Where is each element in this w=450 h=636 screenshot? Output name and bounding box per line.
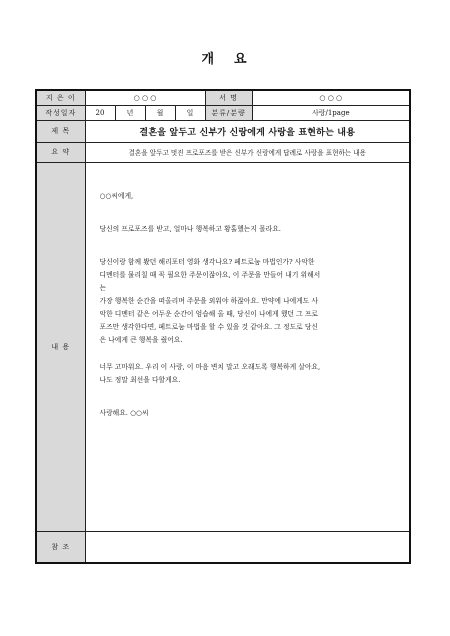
signature-label: 서 명: [205, 90, 252, 105]
letter-line: 디멘터를 물리칠 때 꼭 필요한 주문이잖아요, 이 주문을 만들어 내기 위해서: [99, 270, 321, 279]
summary-row: [36, 142, 410, 162]
letter-line: 포즈만 생각한다면, 페트로눔 마법을 할 수 있을 것 같아요. 그 정도로 당신: [99, 322, 318, 331]
document-title: [0, 48, 450, 67]
letter-line: 나도 정말 최선을 다할게요.: [99, 375, 181, 384]
summary-value[interactable]: 결혼을 앞두고 멋진 프로포즈를 받은 신부가 신랑에게 답례로 사랑을 표현하는 내용: [85, 142, 410, 162]
category-value[interactable]: 사랑/1page: [252, 105, 410, 120]
title-char-1: 개: [201, 52, 216, 67]
letter-line: 은 나에게 큰 행복을 줬어요.: [99, 335, 183, 344]
content-row: [36, 162, 410, 531]
reference-label: 참 조: [36, 531, 85, 563]
date-year[interactable]: 20: [85, 105, 115, 120]
content-label: 내 용: [36, 162, 85, 531]
date-day-unit: 일: [175, 105, 205, 120]
summary-label: 요 약: [36, 142, 85, 162]
signature-value[interactable]: ○ ○ ○: [252, 90, 410, 105]
letter-line: 악한 디멘터 같은 어두운 순간이 엄습해 올 때, 당신이 나에게 했던 그 프로: [99, 309, 318, 318]
reference-row: [36, 531, 410, 563]
subject-value[interactable]: 결혼을 앞두고 신부가 신랑에게 사랑을 표현하는 내용: [85, 120, 410, 142]
letter-line: 는: [99, 283, 107, 292]
date-month-unit: 월: [145, 105, 175, 120]
letter-text: [86, 163, 410, 420]
overview-form-table: [35, 89, 411, 564]
subject-label: 제 목: [36, 120, 85, 142]
letter-line: 가장 행복한 순간을 떠올리며 주문을 외워야 하잖아요. 만약에 나에게도 사: [99, 296, 319, 305]
date-label: 작성일자: [36, 105, 85, 120]
title-char-2: 요: [234, 52, 249, 67]
letter-line: 당신이랑 함께 봤던 해리포터 영화 생각나요? 페트로눔 마법인가? 사악한: [99, 257, 315, 266]
letter-closing: 사랑해요. ○○씨: [99, 408, 149, 417]
author-value[interactable]: ○ ○ ○: [85, 90, 205, 105]
content-body[interactable]: [85, 162, 410, 531]
category-label: 분류/분량: [205, 105, 252, 120]
letter-line: 너무 고마워요. 우리 이 사랑, 이 마음 변치 말고 오래도록 행복하게 살아요,: [99, 362, 321, 371]
author-label: 지 은 이: [36, 90, 85, 105]
date-row: [36, 105, 410, 120]
letter-greeting: ○○씨에게,: [99, 191, 134, 200]
reference-value[interactable]: [85, 531, 410, 563]
date-year-unit: 년: [115, 105, 145, 120]
subject-row: [36, 120, 410, 142]
letter-paragraph-1: 당신의 프로포즈를 받고, 얼마나 행복하고 황홀했는지 몰라요.: [99, 224, 281, 233]
author-row: [36, 90, 410, 105]
